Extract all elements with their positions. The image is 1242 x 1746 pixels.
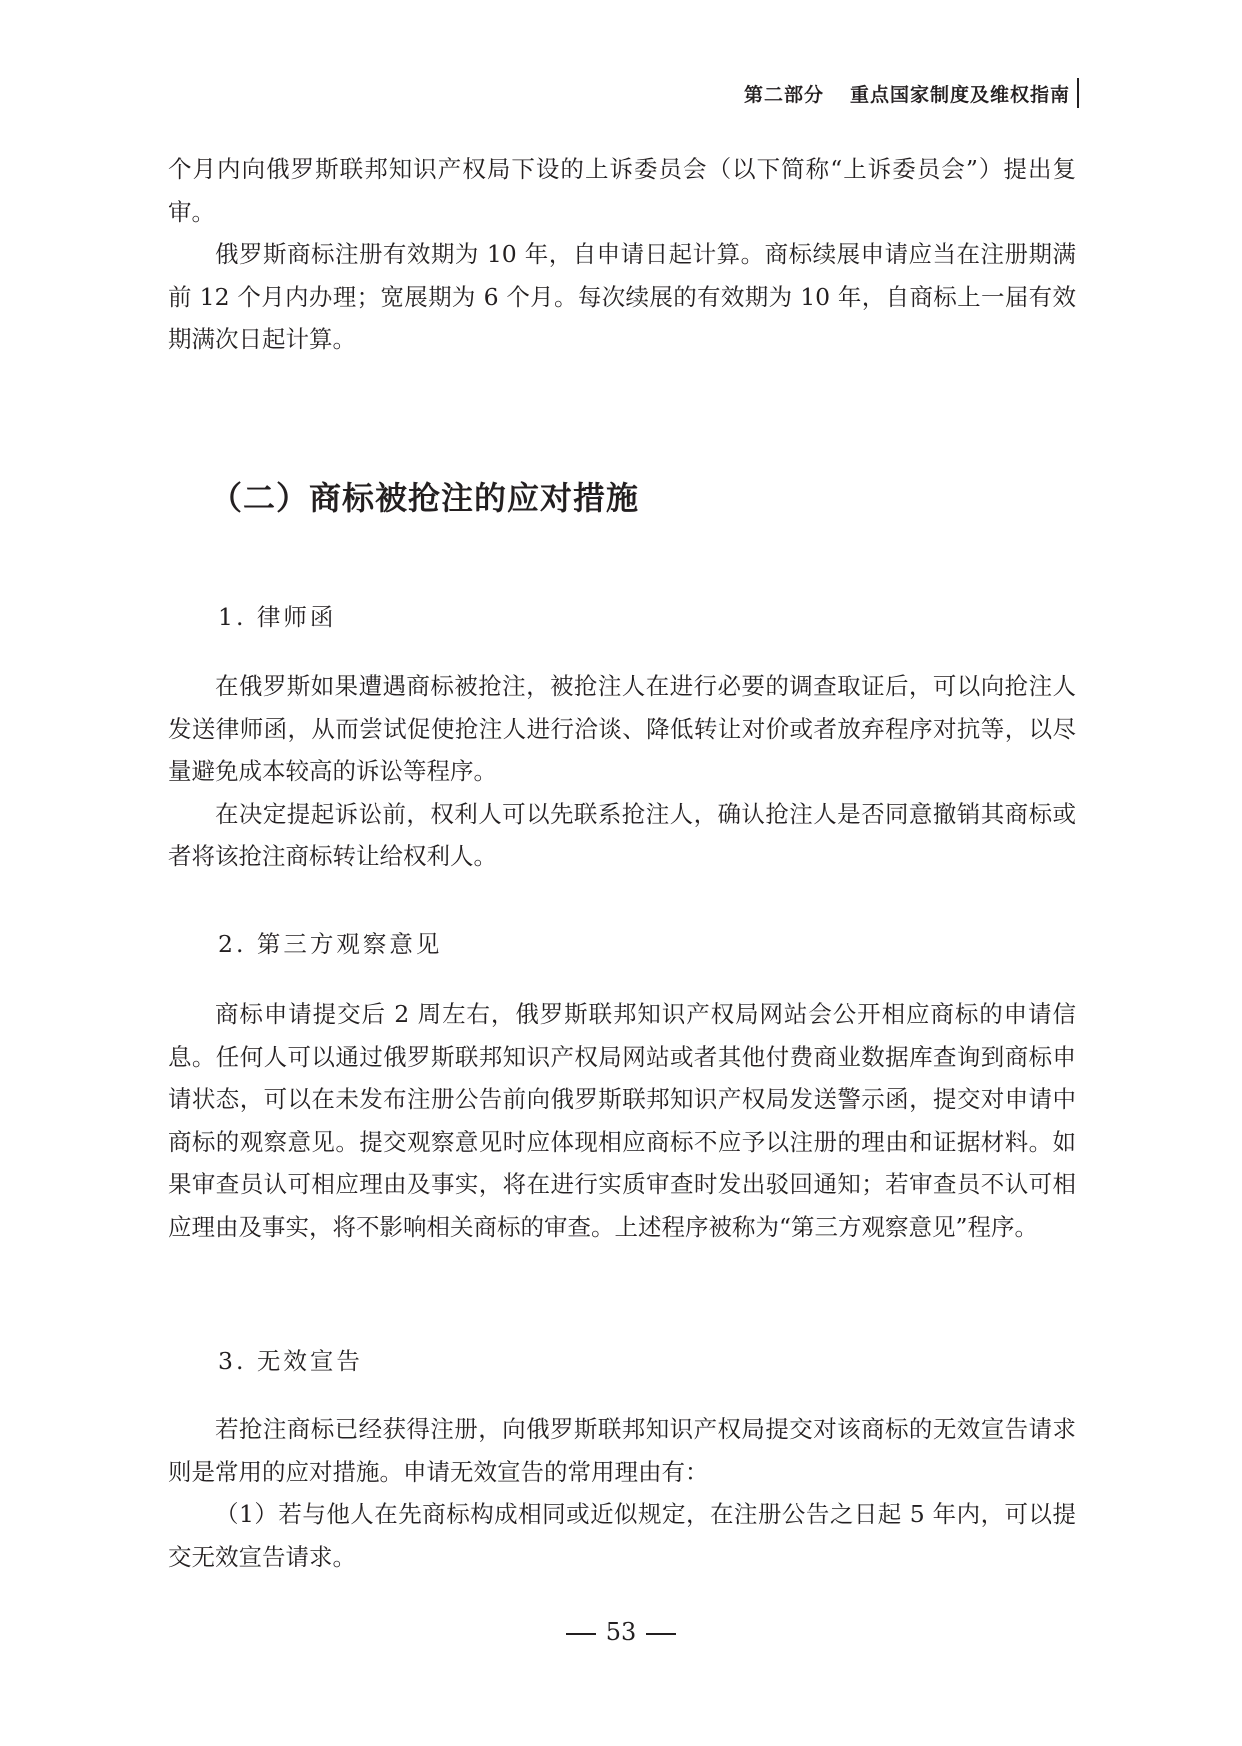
page-number-dash-left xyxy=(566,1633,596,1635)
section-heading: （二）商标被抢注的应对措施 xyxy=(210,479,640,517)
sub3-paragraph-2: （1）若与他人在先商标构成相同或近似规定，在注册公告之日起 5 年内，可以提交无效宣告请求。 xyxy=(168,1500,1076,1571)
header-part: 第二部分 xyxy=(743,84,824,106)
sub3-block xyxy=(168,1408,1076,1578)
running-header xyxy=(744,80,1070,107)
page-number: 53 xyxy=(605,1618,637,1646)
header-title: 重点国家制度及维权指南 xyxy=(849,84,1070,106)
page-footer xyxy=(0,1618,1242,1646)
intro-paragraph-2: 俄罗斯商标注册有效期为 10 年，自申请日起计算。商标续展申请应当在注册期满前 12 个月内办理；宽展期为 6 个月。每次续展的有效期为 10 年，自商标上一届有效期满次日起计算。 xyxy=(168,240,1076,353)
sub2-block xyxy=(168,993,1076,1248)
header-rule xyxy=(1077,78,1079,108)
sub3-paragraph-1: 若抢注商标已经获得注册，向俄罗斯联邦知识产权局提交对该商标的无效宣告请求则是常用的应对措施。申请无效宣告的常用理由有： xyxy=(168,1415,1076,1486)
sub-heading-1: 1. 律师函 xyxy=(218,603,337,631)
sub2-paragraph-1: 商标申请提交后 2 周左右，俄罗斯联邦知识产权局网站会公开相应商标的申请信息。任何人可以通过俄罗斯联邦知识产权局网站或者其他付费商业数据库查询到商标申请状态，可以在未发布注册公告前向俄罗斯联邦知识产权局发送警示函，提交对申请中商标的观察意见。提交观察意见时应体现相应商标不应予以注册的理由和证据材料。如果审查员认可相应理由及事实，将在进行实质审查时发出驳回通知；若审查员不认可相应理由及事实，将不影响相关商标的审查。上述程序被称为“第三方观察意见”程序。 xyxy=(168,1000,1076,1241)
sub1-block xyxy=(168,665,1076,878)
sub1-paragraph-2: 在决定提起诉讼前，权利人可以先联系抢注人，确认抢注人是否同意撤销其商标或者将该抢注商标转让给权利人。 xyxy=(168,799,1076,870)
intro-block xyxy=(168,148,1076,361)
sub-heading-2: 2. 第三方观察意见 xyxy=(218,930,443,958)
page-number-dash-right xyxy=(646,1633,676,1635)
intro-paragraph-1: 个月内向俄罗斯联邦知识产权局下设的上诉委员会（以下简称“上诉委员会”）提出复审。 xyxy=(168,155,1076,226)
sub-heading-3: 3. 无效宣告 xyxy=(218,1347,363,1375)
sub1-paragraph-1: 在俄罗斯如果遭遇商标被抢注，被抢注人在进行必要的调查取证后，可以向抢注人发送律师函，从而尝试促使抢注人进行洽谈、降低转让对价或者放弃程序对抗等，以尽量避免成本较高的诉讼等程序。 xyxy=(168,672,1076,785)
